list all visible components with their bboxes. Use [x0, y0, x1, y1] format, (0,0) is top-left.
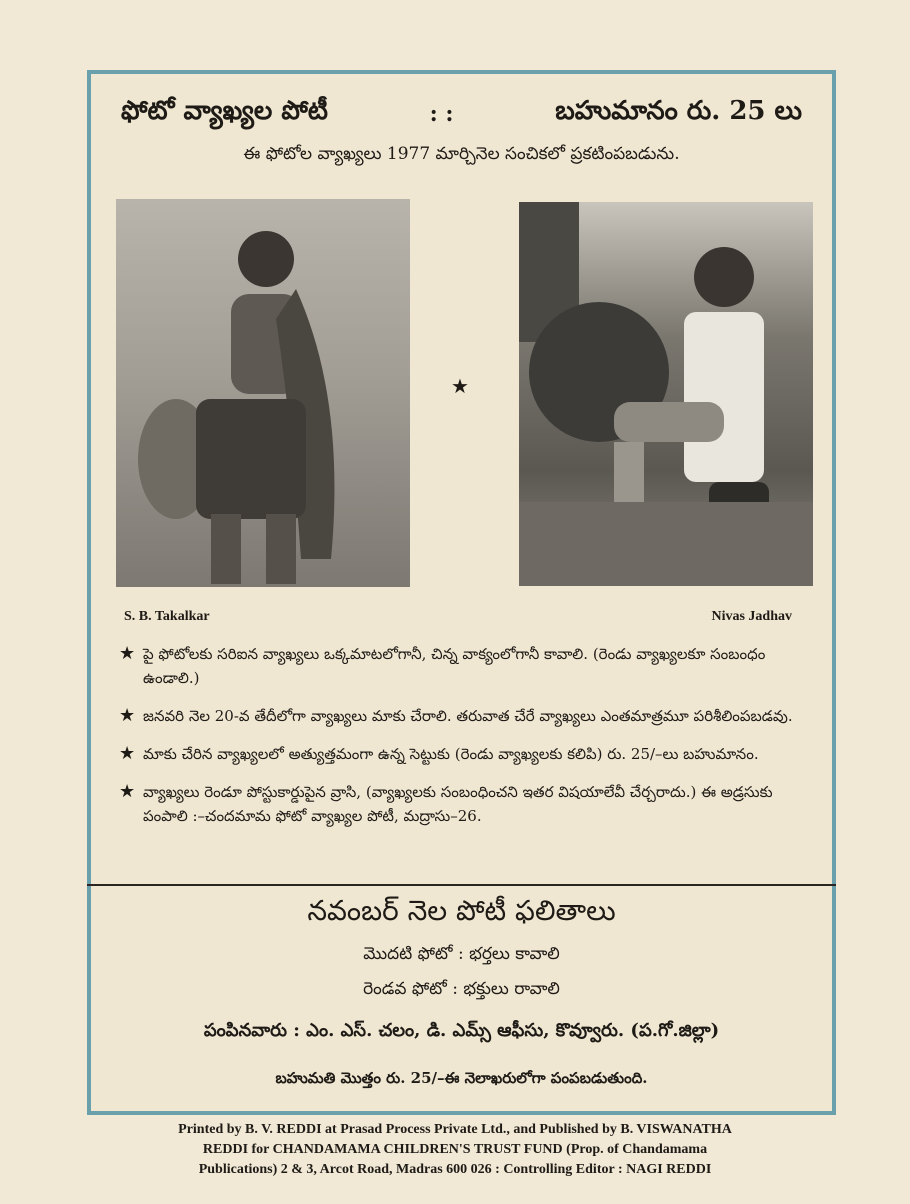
winner-sender: పంపినవారు : ఎం. ఎస్. చలం, డి. ఎమ్స్ ఆఫీసు, కొవ్వూరు. (ప.గో.జిల్లా) [203, 1020, 720, 1041]
results-title: నవంబర్ నెల పోటీ ఫలితాలు [307, 894, 616, 927]
contest-subtitle: ఈ ఫోటోల వ్యాఖ్యలు 1977 మార్చినెల సంచికలో ప్రకటింపబడును. [243, 144, 680, 164]
star-bullet-icon: ★ [119, 781, 136, 802]
star-bullet-icon: ★ [119, 643, 136, 664]
contest-header [121, 92, 802, 136]
publisher-footer [70, 1120, 840, 1180]
footer-line: Publications) 2 & 3, Arcot Road, Madras 600 026 : Controlling Editor : NAGI REDDI [198, 1162, 712, 1177]
section-divider [87, 884, 836, 886]
rule-item [119, 742, 812, 766]
rule-item [119, 704, 812, 728]
contest-frame [87, 70, 836, 1115]
rule-text: మాకు చేరిన వ్యాఖ్యలలో అత్యుత్తమంగా ఉన్న సెట్టుకు (రెండు వ్యాఖ్యలకు కలిపి) రు. 25/–లు బహుమానం. [143, 745, 759, 763]
rule-item [119, 780, 812, 828]
star-bullet-icon: ★ [119, 705, 136, 726]
contest-rules [119, 642, 812, 842]
footer-line: REDDI for CHANDAMAMA CHILDREN'S TRUST FUND (Prop. of Chandamama [202, 1142, 708, 1157]
result-first-photo: మొదటి ఫోటో : భర్తలు కావాలి [363, 944, 560, 964]
rule-item [119, 642, 812, 690]
prize-note: బహుమతి మొత్తం రు. 25/–ఈ నెలాఖరులోగా పంపబడుతుంది. [275, 1069, 648, 1087]
photo-boy-with-plant [519, 202, 813, 586]
rule-text: జనవరి నెల 20-వ తేదీలోగా వ్యాఖ్యలు మాకు చేరాలి. తరువాత చేరే వ్యాఖ్యలు ఎంతమాత్రమూ పరిశీలింపబడవు. [143, 707, 793, 725]
contest-title: ఫోటో వ్యాఖ్యల పోటీ [121, 96, 328, 126]
result-second-photo: రెండవ ఫోటో : భక్తులు రావాలి [363, 979, 560, 999]
photo-credit-right: Nivas Jadhav [711, 609, 792, 624]
star-bullet-icon: ★ [119, 743, 136, 764]
footer-line: Printed by B. V. REDDI at Prasad Process Private Ltd., and Published by B. VISWANATHA [178, 1122, 732, 1137]
photo-credit-left: S. B. Takalkar [124, 609, 210, 624]
header-separator: : : [429, 101, 454, 127]
prize-amount: బహుమానం రు. 25 లు [555, 96, 802, 126]
center-star-icon: ★ [451, 374, 469, 398]
rule-text: వ్యాఖ్యలు రెండూ పోస్టుకార్డుపైన వ్రాసి, (వ్యాఖ్యలకు సంబంధించని ఇతర విషయాలేవీ చేర్చరాదు.) ఈ అడ్రసుకు పంపాలి :–చందమామ ఫోటో వ్యాఖ్యల పోటీ, మద్రాసు–26. [143, 783, 773, 825]
rule-text: పై ఫోటోలకు సరిఐన వ్యాఖ్యలు ఒక్కమాటలోగానీ, చిన్న వాక్యంలోగానీ కావాలి. (రెండు వ్యాఖ్యలకూ సంబంధం ఉండాలి.) [143, 645, 766, 687]
photo-boy-with-fish [116, 199, 410, 587]
